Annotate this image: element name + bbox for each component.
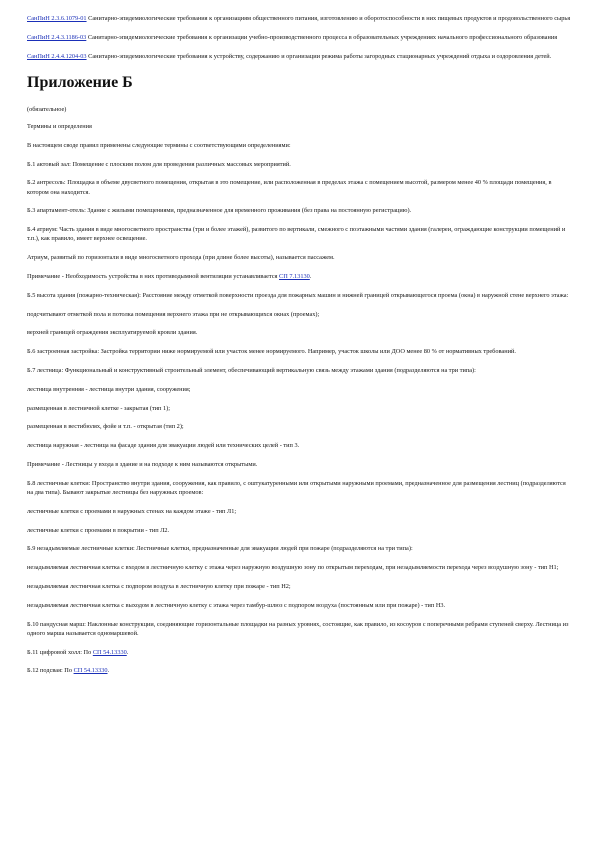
term-text: незадымляемая лестничная клетка с подпором воздуха в лестничную клетку при пожаре - тип Н2; bbox=[27, 582, 291, 590]
standard-link[interactable]: СП 54.13330 bbox=[92, 648, 127, 656]
term-text: подсчитывают отметкой пола и потолка помещения верхнего этажа при не открывающихся окнах (проемах); bbox=[27, 310, 320, 318]
term-text: лестница наружная - лестница на фасаде здания для эвакуации людей или технических целей - тип 3. bbox=[27, 442, 300, 450]
term-paragraph bbox=[27, 666, 572, 675]
term-paragraph bbox=[27, 441, 572, 450]
term-paragraph bbox=[27, 310, 572, 319]
term-paragraph bbox=[27, 620, 572, 638]
term-paragraph bbox=[27, 526, 572, 535]
term-text: Б.9 незадымляемые лестничные клетки: Лестничные клетки, предназначенные для эвакуации людей при пожаре (подразделяются на три типа): bbox=[27, 545, 413, 553]
term-text: Б.8 лестничные клетки: Пространство внутри здания, сооружения, как правило, с оштукатуренными или открытыми наружными проемами, предназначенное для размещения лестниц (подразделяются на два типа). Бывают закрытые лестницы без наружных проемов: bbox=[27, 479, 566, 496]
term-paragraph bbox=[27, 225, 572, 243]
reference-item bbox=[27, 14, 572, 23]
term-paragraph bbox=[27, 366, 572, 375]
term-paragraph bbox=[27, 582, 572, 591]
term-text: Примечание - Лестницы у входа в здание и на подходе к ним называются открытыми. bbox=[27, 460, 258, 468]
reference-list bbox=[27, 14, 572, 61]
reference-item bbox=[27, 33, 572, 42]
term-text: лестничные клетки с проемами в покрытии - тип Л2. bbox=[27, 526, 170, 534]
term-text: Б.4 атриум: Часть здания в виде многосветного пространства (три и более этажей), развитого по вертикали, смежного с поэтажными частями здания (галереи, ограждающие конструкции помещений и т.п.), как правило, имеет верхнее освещение. bbox=[27, 226, 566, 243]
term-paragraph bbox=[27, 648, 572, 657]
term-paragraph bbox=[27, 563, 572, 572]
term-paragraph bbox=[27, 544, 572, 553]
reference-text: Санитарно-эпидемиологические требования к устройству, содержанию и организации режима работы загородных стационарных учреждений отдыха и оздоровления детей. bbox=[86, 52, 552, 60]
term-text-end: . bbox=[309, 272, 312, 280]
document-page bbox=[27, 14, 572, 685]
section-heading: Термины и определения bbox=[27, 123, 92, 130]
term-text: размещенная в лестничной клетке - закрытая (тип 1); bbox=[27, 404, 170, 412]
term-text: размещенная в вестибюлях, фойе и т.п. - открытая (тип 2); bbox=[27, 423, 184, 431]
term-paragraph bbox=[27, 328, 572, 337]
term-text: Атриум, развитый по горизонтали в виде многосветного прохода (при длине более высоты), называется пассажем. bbox=[27, 254, 335, 262]
term-text: верхней границей ограждения эксплуатируемой кровли здания. bbox=[27, 329, 198, 337]
term-text: Б.12 подсвая: По bbox=[27, 667, 74, 675]
term-paragraph bbox=[27, 507, 572, 516]
term-text: лестница внутренняя - лестница внутри здания, сооружения; bbox=[27, 385, 191, 393]
term-text: Б.5 высота здания (пожарно-техническая): Расстояние между отметкой поверхности проезда для пожарных машин и нижней границей открывающегося проема (окна) в наружной стене верхнего этажа: bbox=[27, 291, 569, 299]
term-text: Б.3 апартамент-отель: Здание с жилыми помещениями, предназначенное для временного проживания (без права на постоянную регистрацию). bbox=[27, 207, 412, 215]
term-text-end: . bbox=[126, 648, 129, 656]
standard-link[interactable]: СП 7.13130 bbox=[279, 272, 310, 280]
term-paragraph bbox=[27, 479, 572, 497]
term-paragraph bbox=[27, 422, 572, 431]
reference-link[interactable]: СанПиН 2.4.3.1186-03 bbox=[27, 33, 87, 41]
term-text: незадымляемая лестничная клетка с входом в лестничную клетку с этажа через наружную воздушную зону по открытым переходам, при незадымляемости перехода через воздушную зону - тип Н1; bbox=[27, 564, 559, 572]
term-paragraph bbox=[27, 253, 572, 262]
appendix-title: Приложение Б bbox=[27, 73, 133, 91]
reference-item bbox=[27, 52, 572, 61]
term-text: Б.2 антресоль: Площадка в объеме двусветного помещения, открытая в это помещение, или расположенная в пределах этажа с помещением высотой, размером менее 40 % площади помещения, в котором она находится. bbox=[27, 179, 552, 196]
term-text: Б.10 пандусная марш: Наклонные конструкции, соединяющие горизонтальные площадки на разных уровнях, состоящие, как правило, из косоуров с поперечными ребрами ступеней сверху. Лестница из одного марша называется одномаршевой. bbox=[27, 620, 569, 637]
term-text: лестничные клетки с проемами в наружных стенах на каждом этаже - тип Л1; bbox=[27, 507, 237, 515]
term-paragraph bbox=[27, 385, 572, 394]
intro-paragraph: В настоящем своде правил применены следующие термины с соответствующими определениями: bbox=[27, 141, 291, 149]
reference-link[interactable]: СанПиН 2.4.4.1204-03 bbox=[27, 52, 87, 60]
term-text: Примечание - Необходимость устройства в них противодымной вентиляции устанавливается bbox=[27, 272, 280, 280]
term-text: Б.6 застроенная застройка: Застройка территории ниже нормируемой или участок менее нормируемого. Например, участок школы или ДОО менее 80 % от нормативных требований. bbox=[27, 348, 516, 356]
term-paragraph bbox=[27, 601, 572, 610]
reference-text: Санитарно-эпидемиологические требования к организации учебно-производственного процесса в образовательных учреждениях начального профессионального образования bbox=[86, 33, 558, 41]
term-text-end: . bbox=[107, 667, 110, 675]
term-text: Б.7 лестница: Функциональный и конструктивный строительный элемент, обеспечивающий вертикальную связь между этажами здания (подразделяются на три типа): bbox=[27, 366, 476, 374]
term-paragraph bbox=[27, 291, 572, 300]
term-paragraph bbox=[27, 347, 572, 356]
reference-text: Санитарно-эпидемиологические требования к организациям общественного питания, изготовлению и оборотоспособности в них пищевых продуктов и продовольственного сырья bbox=[86, 15, 571, 22]
term-text: Б.11 цифровой холл: По bbox=[27, 648, 93, 656]
term-text: Б.1 актовый зал: Помещение с плоским полом для проведения различных массовых мероприятий. bbox=[27, 160, 291, 168]
term-paragraph bbox=[27, 206, 572, 215]
term-paragraph bbox=[27, 460, 572, 469]
standard-link[interactable]: СП 54.13330 bbox=[73, 667, 108, 675]
terms-list bbox=[27, 160, 572, 676]
reference-link[interactable]: СанПиН 2.3.6.1079-01 bbox=[27, 15, 87, 22]
appendix-status: (обязательное) bbox=[27, 105, 67, 113]
term-paragraph bbox=[27, 404, 572, 413]
term-paragraph bbox=[27, 160, 572, 169]
term-text: незадымляемая лестничная клетка с выходом в лестничную клетку с этажа через тамбур-шлюз с подпором воздуха (постоянным или при пожаре) - тип Н3. bbox=[27, 601, 446, 609]
term-paragraph bbox=[27, 272, 572, 281]
term-paragraph bbox=[27, 178, 572, 196]
